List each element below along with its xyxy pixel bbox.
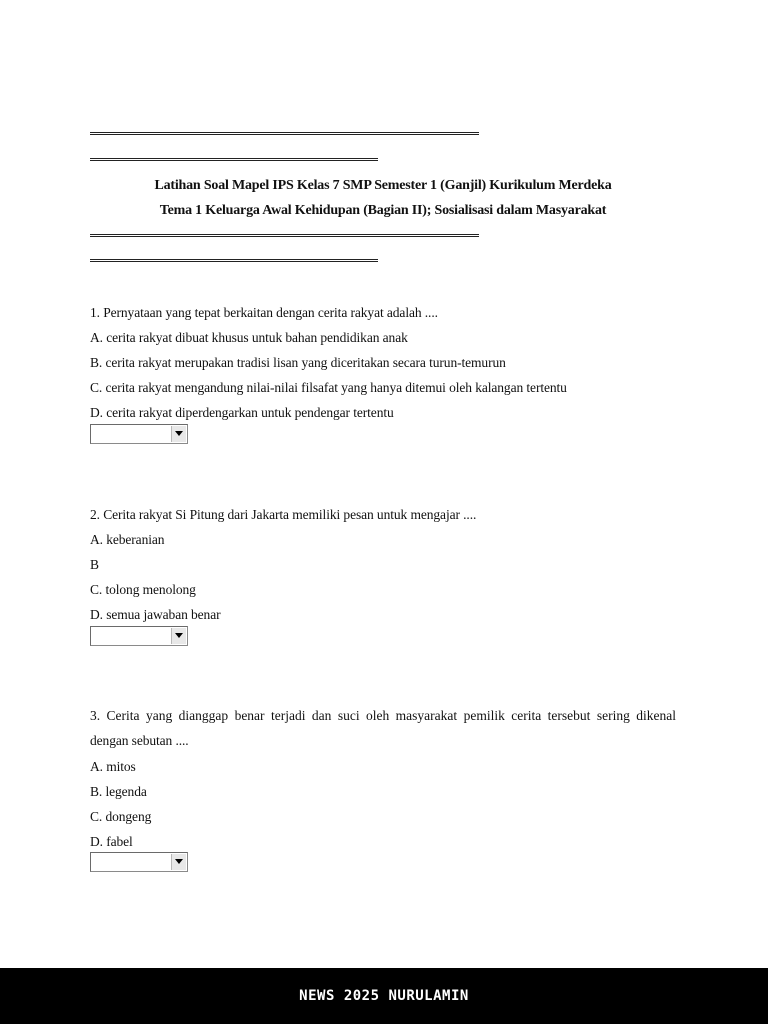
question-2-option-b: B <box>90 557 99 572</box>
question-3-option-b: B. legenda <box>90 784 147 799</box>
question-3-option-c: C. dongeng <box>90 809 152 824</box>
question-2-option-a: A. keberanian <box>90 532 165 547</box>
question-1-option-c: C. cerita rakyat mengandung nilai-nilai filsafat yang hanya ditemui oleh kalangan tertentu <box>90 380 567 395</box>
footer-banner <box>0 968 768 1024</box>
document-title: Latihan Soal Mapel IPS Kelas 7 SMP Semester 1 (Ganjil) Kurikulum Merdeka <box>154 178 612 193</box>
question-3-answer-select[interactable] <box>90 852 188 872</box>
footer-text: NEWS 2025 NURULAMIN <box>299 988 469 1004</box>
question-1-option-b: B. cerita rakyat merupakan tradisi lisan yang diceritakan secara turun-temurun <box>90 355 506 370</box>
separator-line <box>90 259 378 262</box>
document-subtitle: Tema 1 Keluarga Awal Kehidupan (Bagian II); Sosialisasi dalam Masyarakat <box>159 203 607 218</box>
dropdown-arrow-icon[interactable] <box>171 854 186 870</box>
question-1-answer-select[interactable] <box>90 424 188 444</box>
question-3-text: 3. Cerita yang dianggap benar terjadi dan suci oleh masyarakat pemilik cerita tersebut sering dikenal <box>90 708 676 723</box>
question-3-text-continued: dengan sebutan .... <box>90 733 189 748</box>
question-3-option-a: A. mitos <box>90 759 136 774</box>
separator-line <box>90 234 479 237</box>
dropdown-arrow-icon[interactable] <box>171 426 186 442</box>
question-1-text: 1. Pernyataan yang tepat berkaitan dengan cerita rakyat adalah .... <box>90 305 438 320</box>
question-1-option-d: D. cerita rakyat diperdengarkan untuk pendengar tertentu <box>90 405 394 420</box>
question-2-option-d: D. semua jawaban benar <box>90 607 221 622</box>
question-2-answer-select[interactable] <box>90 626 188 646</box>
separator-line <box>90 158 378 161</box>
question-2-text: 2. Cerita rakyat Si Pitung dari Jakarta memiliki pesan untuk mengajar .... <box>90 507 477 522</box>
dropdown-arrow-icon[interactable] <box>171 628 186 644</box>
separator-line <box>90 132 479 135</box>
question-1-option-a: A. cerita rakyat dibuat khusus untuk bahan pendidikan anak <box>90 330 408 345</box>
question-3-option-d: D. fabel <box>90 834 133 849</box>
question-2-option-c: C. tolong menolong <box>90 582 196 597</box>
